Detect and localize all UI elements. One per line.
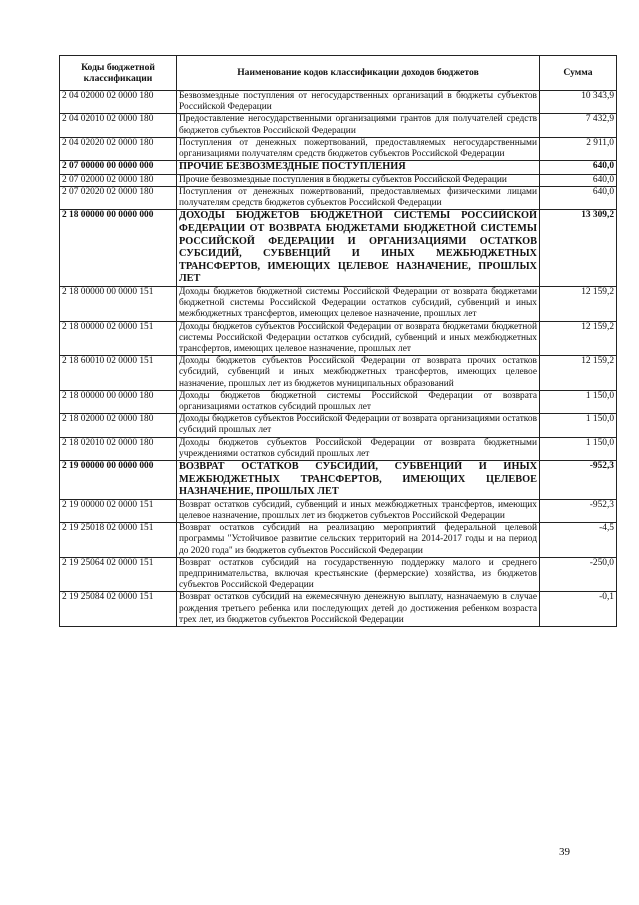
table-row bbox=[60, 187, 617, 210]
table-row bbox=[60, 523, 617, 558]
table-row bbox=[60, 414, 617, 437]
row-name: ДОХОДЫ БЮДЖЕТОВ БЮДЖЕТНОЙ СИСТЕМЫ РОССИЙСКОЙ ФЕДЕРАЦИИ ОТ ВОЗВРАТА БЮДЖЕТАМИ БЮДЖЕТНОЙ СИСТЕМЫ РОССИЙСКОЙ ФЕДЕРАЦИИ И ОРГАНИЗАЦИЯМИ ОСТАТКОВ СУБСИДИЙ, СУБВЕНЦИЙ И ИНЫХ МЕЖБЮДЖЕТНЫХ ТРАНСФЕРТОВ, ИМЕЮЩИХ ЦЕЛЕВОЕ НАЗНАЧЕНИЕ, ПРОШЛЫХ ЛЕТ bbox=[177, 210, 540, 287]
row-code: 2 18 02010 02 0000 180 bbox=[60, 437, 177, 460]
row-code: 2 19 00000 00 0000 000 bbox=[60, 461, 177, 500]
row-name: Доходы бюджетов субъектов Российской Федерации от возврата бюджетами бюджетной системы Российской Федерации остатков субсидий, субвенций и иных межбюджетных трансфертов, имеющих целевое назначение, прошлых лет bbox=[177, 321, 540, 356]
table-row bbox=[60, 557, 617, 592]
table-row bbox=[60, 356, 617, 391]
row-code: 2 18 00000 02 0000 151 bbox=[60, 321, 177, 356]
table-row bbox=[60, 390, 617, 413]
header-code: Коды бюджетной классификации bbox=[60, 56, 177, 91]
row-sum: 1 150,0 bbox=[540, 437, 617, 460]
row-sum: 7 432,9 bbox=[540, 114, 617, 137]
table-row bbox=[60, 114, 617, 137]
row-code: 2 19 25018 02 0000 151 bbox=[60, 523, 177, 558]
row-code: 2 18 02000 02 0000 180 bbox=[60, 414, 177, 437]
row-sum: 1 150,0 bbox=[540, 390, 617, 413]
row-code: 2 18 60010 02 0000 151 bbox=[60, 356, 177, 391]
table-header-row bbox=[60, 56, 617, 91]
row-code: 2 07 00000 00 0000 000 bbox=[60, 161, 177, 175]
row-code: 2 07 02000 02 0000 180 bbox=[60, 174, 177, 186]
row-code: 2 04 02010 02 0000 180 bbox=[60, 114, 177, 137]
revenue-classification-table bbox=[59, 55, 617, 627]
row-sum: 13 309,2 bbox=[540, 210, 617, 287]
row-name: Возврат остатков субсидий на ежемесячную денежную выплату, назначаемую в случае рождения третьего ребенка или последующих детей до достижения ребенком возраста трех лет, из бюджетов субъектов Российской Федерации bbox=[177, 592, 540, 627]
row-code: 2 18 00000 00 0000 151 bbox=[60, 286, 177, 321]
table-row bbox=[60, 137, 617, 160]
row-sum: 12 159,2 bbox=[540, 356, 617, 391]
row-code: 2 18 00000 00 0000 000 bbox=[60, 210, 177, 287]
row-sum: 10 343,9 bbox=[540, 91, 617, 114]
row-name: Прочие безвозмездные поступления в бюджеты субъектов Российской Федерации bbox=[177, 174, 540, 186]
row-name: Возврат остатков субсидий на государственную поддержку малого и среднего предпринимательства, включая крестьянские (фермерские) хозяйства, из бюджетов субъектов Российской Федерации bbox=[177, 557, 540, 592]
row-sum: 640,0 bbox=[540, 161, 617, 175]
row-name: Безвозмездные поступления от негосударственных организаций в бюджеты субъектов Российской Федерации bbox=[177, 91, 540, 114]
row-name: Возврат остатков субсидий на реализацию мероприятий федеральной целевой программы "Устойчивое развитие сельских территорий на 2014-2017 годы и на период до 2020 года" из бюджетов субъектов Российской Федерации bbox=[177, 523, 540, 558]
row-name: Доходы бюджетов бюджетной системы Российской Федерации от возврата организациями остатков субсидий прошлых лет bbox=[177, 390, 540, 413]
table-row bbox=[60, 210, 617, 287]
row-name: ПРОЧИЕ БЕЗВОЗМЕЗДНЫЕ ПОСТУПЛЕНИЯ bbox=[177, 161, 540, 175]
table-row bbox=[60, 286, 617, 321]
row-code: 2 18 00000 00 0000 180 bbox=[60, 390, 177, 413]
row-name: Поступления от денежных пожертвований, предоставляемых физическими лицами получателям средств бюджетов субъектов Российской Федерации bbox=[177, 187, 540, 210]
row-sum: -4,5 bbox=[540, 523, 617, 558]
row-sum: -952,3 bbox=[540, 499, 617, 522]
row-sum: 12 159,2 bbox=[540, 321, 617, 356]
row-name: Доходы бюджетов субъектов Российской Федерации от возврата прочих остатков субсидий, субвенций и иных межбюджетных трансфертов, имеющих целевое назначение, прошлых лет из бюджетов муниципальных образований bbox=[177, 356, 540, 391]
row-name: Предоставление негосударственными организациями грантов для получателей средств бюджетов субъектов Российской Федерации bbox=[177, 114, 540, 137]
table-row bbox=[60, 461, 617, 500]
row-code: 2 04 02020 02 0000 180 bbox=[60, 137, 177, 160]
table-row bbox=[60, 91, 617, 114]
row-name: Доходы бюджетов субъектов Российской Федерации от возврата бюджетными учреждениями остатков субсидий прошлых лет bbox=[177, 437, 540, 460]
row-sum: 2 911,0 bbox=[540, 137, 617, 160]
header-name: Наименование кодов классификации доходов бюджетов bbox=[177, 56, 540, 91]
row-code: 2 04 02000 02 0000 180 bbox=[60, 91, 177, 114]
table-row bbox=[60, 161, 617, 175]
table-row bbox=[60, 437, 617, 460]
row-sum: -0,1 bbox=[540, 592, 617, 627]
table-body bbox=[60, 91, 617, 627]
row-sum: 12 159,2 bbox=[540, 286, 617, 321]
row-name: ВОЗВРАТ ОСТАТКОВ СУБСИДИЙ, СУБВЕНЦИЙ И ИНЫХ МЕЖБЮДЖЕТНЫХ ТРАНСФЕРТОВ, ИМЕЮЩИХ ЦЕЛЕВОЕ НАЗНАЧЕНИЕ, ПРОШЛЫХ ЛЕТ bbox=[177, 461, 540, 500]
row-name: Доходы бюджетов бюджетной системы Российской Федерации от возврата бюджетами бюджетной системы Российской Федерации остатков субсидий, субвенций и иных межбюджетных трансфертов, имеющих целевое назначение, прошлых лет bbox=[177, 286, 540, 321]
row-name: Доходы бюджетов субъектов Российской Федерации от возврата организациями остатков субсидий прошлых лет bbox=[177, 414, 540, 437]
row-code: 2 19 00000 02 0000 151 bbox=[60, 499, 177, 522]
row-sum: 1 150,0 bbox=[540, 414, 617, 437]
row-sum: -250,0 bbox=[540, 557, 617, 592]
page-number: 39 bbox=[559, 846, 570, 858]
row-name: Поступления от денежных пожертвований, предоставляемых негосударственными организациями получателям средств бюджетов субъектов Российской Федерации bbox=[177, 137, 540, 160]
row-code: 2 19 25064 02 0000 151 bbox=[60, 557, 177, 592]
row-code: 2 07 02020 02 0000 180 bbox=[60, 187, 177, 210]
table-row bbox=[60, 174, 617, 186]
table-row bbox=[60, 499, 617, 522]
row-sum: -952,3 bbox=[540, 461, 617, 500]
table-row bbox=[60, 592, 617, 627]
row-name: Возврат остатков субсидий, субвенций и иных межбюджетных трансфертов, имеющих целевое назначение, прошлых лет из бюджетов субъектов Российской Федерации bbox=[177, 499, 540, 522]
row-sum: 640,0 bbox=[540, 187, 617, 210]
row-sum: 640,0 bbox=[540, 174, 617, 186]
header-sum: Сумма bbox=[540, 56, 617, 91]
row-code: 2 19 25084 02 0000 151 bbox=[60, 592, 177, 627]
table-row bbox=[60, 321, 617, 356]
